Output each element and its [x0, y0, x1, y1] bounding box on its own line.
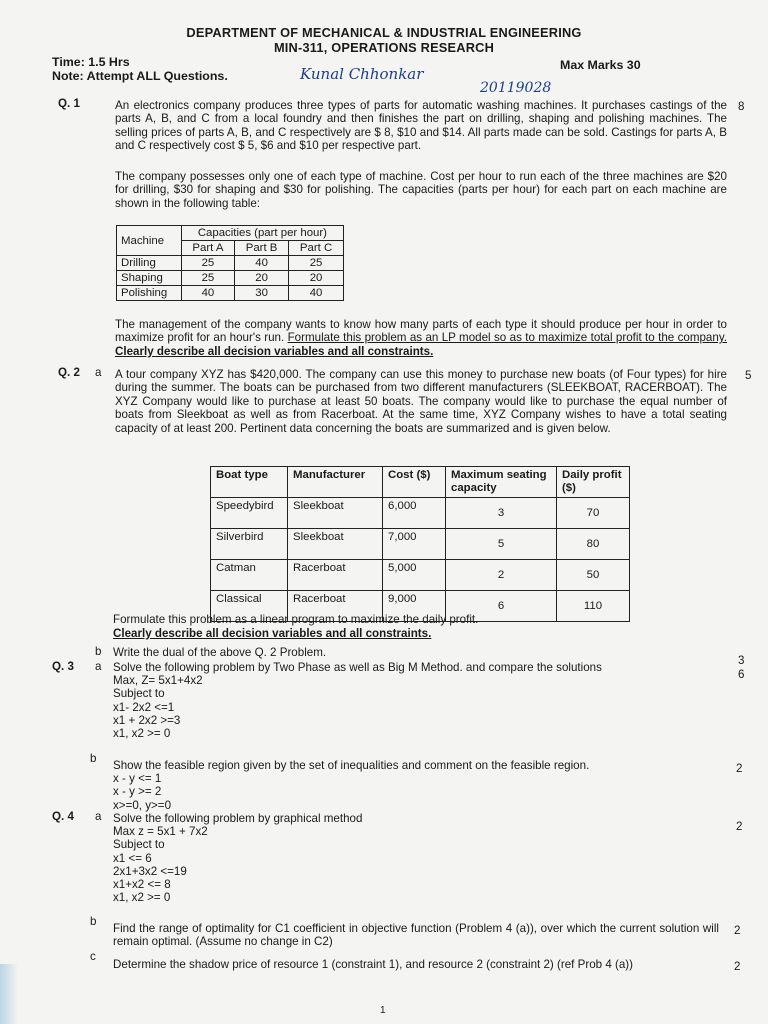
table-row: [117, 271, 344, 286]
q4-marks-a: 2: [736, 820, 743, 833]
q3-a-line: Subject to: [113, 687, 165, 701]
profit: 70: [557, 498, 630, 529]
seating: 6: [446, 591, 557, 622]
capacity-cell: 30: [235, 286, 289, 301]
exam-time: Time: 1.5 Hrs: [52, 55, 130, 69]
manufacturer: Racerboat: [288, 591, 383, 622]
q2-marks-b: 3: [738, 654, 745, 667]
q2-sub-a: a: [95, 366, 102, 379]
capacity-cell: 20: [289, 271, 344, 286]
q4-sub-a: a: [95, 810, 102, 823]
q1-paragraph-2: The company possesses only one of each type of machine. Cost per hour to run each of the three machines are $20 for drilling, $30 for shaping and $30 for polishing. The capacities (parts per hour) for each part on each machine are shown in the following table:: [115, 170, 727, 210]
seating: 5: [446, 529, 557, 560]
capacity-cell: 25: [181, 271, 234, 286]
q3-a-block: [113, 661, 602, 740]
table-header-manufacturer: Manufacturer: [288, 467, 383, 498]
capacity-cell: 40: [289, 286, 344, 301]
q2-b-text: Write the dual of the above Q. 2 Problem.: [113, 646, 327, 659]
q1-label: Q. 1: [58, 97, 80, 110]
q4-a-block: [113, 812, 362, 904]
boat-type: Speedybird: [211, 498, 288, 529]
table-header-part: Part C: [289, 241, 344, 256]
q4-marks-c: 2: [734, 960, 741, 973]
handwritten-signature: Kunal Chhonkar: [300, 65, 424, 83]
handwritten-roll-number: 20119028: [480, 80, 552, 96]
capacity-cell: 40: [235, 256, 289, 271]
table-row: [211, 529, 630, 560]
profit: 50: [557, 560, 630, 591]
boat-type: Silverbird: [211, 529, 288, 560]
boat-type: Classical: [211, 591, 288, 622]
q3-b-line: x - y <= 1: [113, 772, 162, 786]
q2-label: Q. 2: [58, 366, 80, 379]
seating: 3: [446, 498, 557, 529]
q3-a-line: Max, Z= 5x1+4x2: [113, 674, 203, 688]
table-header-profit: Daily profit ($): [557, 467, 630, 498]
q3-sub-a: a: [95, 660, 102, 673]
q4-b-text: Find the range of optimality for C1 coefficient in objective function (Problem 4 (a)), over which the current solution will remain optimal. (Assume no change in C2): [113, 922, 719, 949]
profit: 80: [557, 529, 630, 560]
q1-paragraph-1: An electronics company produces three types of parts for automatic washing machines. It purchases castings of the parts A, B, and C from a local foundry and then finishes the part on drilling, shaping and polishing machines. The selling prices of parts A, B, and C respectively are $ 8, $10 and $14. All parts made can be sold. Castings for parts A, B and C respectively cost $ 5, $6 and $10 per respective part.: [115, 99, 727, 153]
q3-b-line: Show the feasible region given by the set of inequalities and comment on the feasible region.: [113, 759, 590, 772]
machine-name: Polishing: [117, 286, 182, 301]
q4-a-line: x1+x2 <= 8: [113, 878, 171, 892]
q3-a-line: x1 + 2x2 >=3: [113, 713, 181, 727]
q3-a-line: x1- 2x2 <=1: [113, 700, 175, 714]
cost: 9,000: [383, 591, 446, 622]
cost: 5,000: [383, 560, 446, 591]
q1-paragraph-3: [115, 318, 727, 358]
manufacturer: Sleekboat: [288, 498, 383, 529]
capacity-cell: 20: [235, 271, 289, 286]
q4-a-line: 2x1+3x2 <=19: [113, 864, 187, 878]
manufacturer: Racerboat: [288, 560, 383, 591]
q4-sub-b: b: [90, 915, 97, 928]
q2-describe: Clearly describe all decision variables and all constraints.: [113, 627, 432, 640]
table-header-capacities: Capacities (part per hour): [181, 226, 343, 241]
q3-marks-b: 2: [736, 762, 743, 775]
department-title: DEPARTMENT OF MECHANICAL & INDUSTRIAL ENGINEERING: [186, 25, 582, 40]
cost: 6,000: [383, 498, 446, 529]
table-header-part: Part A: [181, 241, 234, 256]
q3-b-block: [113, 759, 589, 812]
q4-a-line: x1, x2 >= 0: [113, 891, 171, 905]
capacity-cell: 40: [181, 286, 234, 301]
q3-a-line: Solve the following problem by Two Phase as well as Big M Method. and compare the solutions: [113, 661, 602, 674]
table-row: [117, 286, 344, 301]
q1-p3-bold: Clearly describe all decision variables and all constraints.: [115, 344, 434, 358]
q3-b-line: x - y >= 2: [113, 785, 162, 799]
machine-name: Drilling: [117, 256, 182, 271]
table-row: [117, 256, 344, 271]
seating: 2: [446, 560, 557, 591]
capacity-cell: 25: [289, 256, 344, 271]
q1-marks: 8: [738, 100, 745, 113]
manufacturer: Sleekboat: [288, 529, 383, 560]
capacity-cell: 25: [181, 256, 234, 271]
q4-a-line: Subject to: [113, 838, 165, 852]
q2-sub-b: b: [95, 645, 102, 658]
q4-a-line: Solve the following problem by graphical method: [113, 812, 363, 825]
course-title: MIN-311, OPERATIONS RESEARCH: [273, 40, 495, 55]
table-row: [211, 560, 630, 591]
q4-marks-b: 2: [734, 924, 741, 937]
q3-sub-b: b: [90, 752, 97, 765]
boat-data-table: [210, 466, 630, 622]
table-header-part: Part B: [235, 241, 289, 256]
exam-note: Note: Attempt ALL Questions.: [52, 69, 228, 83]
q3-marks-a: 6: [738, 668, 745, 681]
q4-label: Q. 4: [52, 810, 74, 823]
machine-name: Shaping: [117, 271, 182, 286]
scan-edge-shadow: [0, 964, 18, 1024]
q4-a-line: Max z = 5x1 + 7x2: [113, 825, 208, 839]
table-row: [211, 498, 630, 529]
profit: 110: [557, 591, 630, 622]
q3-label: Q. 3: [52, 660, 74, 673]
table-header-machine: Machine: [117, 226, 182, 256]
q4-a-line: x1 <= 6: [113, 851, 152, 865]
cost: 7,000: [383, 529, 446, 560]
max-marks: Max Marks 30: [560, 58, 641, 72]
q2-formulate: Formulate this problem as a linear program to maximize the daily profit.: [113, 613, 479, 626]
page-number: 1: [380, 1005, 386, 1016]
q2-marks-a: 5: [745, 369, 752, 382]
table-header-boat-type: Boat type: [211, 467, 288, 498]
machine-capacity-table: [116, 225, 344, 301]
table-header-seating: Maximum seating capacity: [446, 467, 557, 498]
q3-a-line: x1, x2 >= 0: [113, 727, 171, 741]
q4-c-text: Determine the shadow price of resource 1 (constraint 1), and resource 2 (constraint 2) (ref Prob 4 (a)): [113, 958, 634, 971]
q3-b-line: x>=0, y>=0: [113, 798, 172, 812]
q2-text: A tour company XYZ has $420,000. The company can use this money to purchase new boats (of Four types) for hire during the summer. The boats can be purchased from two different manufacturers (SLEEKBOAT, RACERBOAT). The XYZ Company would like to purchase at least 50 boats. The company would like to purchase the equal number of boats from Sleekboat as well as from Racerboat. At the same time, XYZ Company wishes to have a total seating capacity of at least 200. Pertinent data concerning the boats are summarized and is given below.: [115, 368, 727, 435]
q1-p3-text: The management of the company wants to know how many parts of each type it should produce per hour in order to maximize profit for an hour's run.: [115, 318, 727, 345]
boat-type: Catman: [211, 560, 288, 591]
table-header-cost: Cost ($): [383, 467, 446, 498]
q1-p3-underlined: Formulate this problem as an LP model so as to maximize total profit to the company.: [287, 331, 727, 345]
q4-sub-c: c: [90, 950, 96, 963]
